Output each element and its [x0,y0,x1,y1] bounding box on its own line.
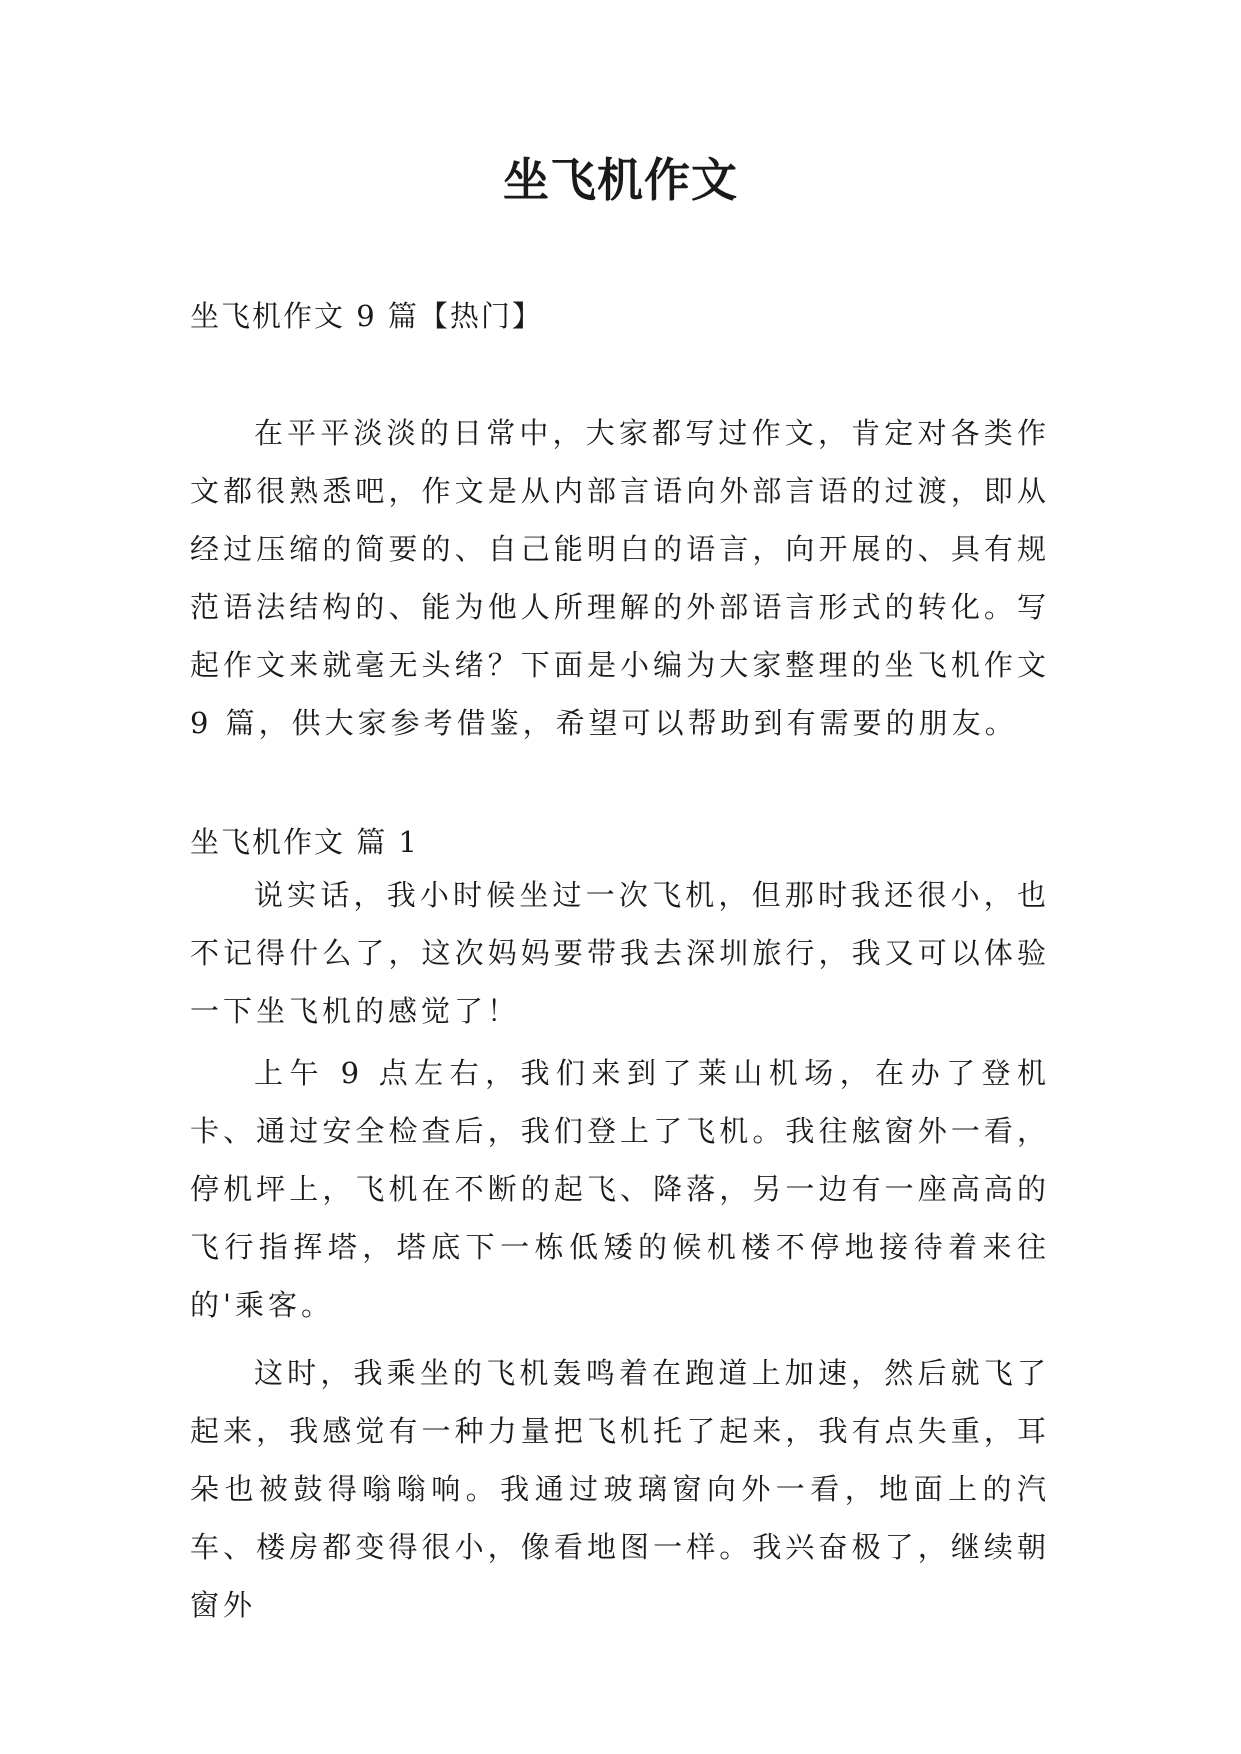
section-heading: 坐飞机作文 篇 1 [190,825,419,859]
essay-paragraph-3: 这时，我乘坐的飞机轰鸣着在跑道上加速，然后就飞了起来，我感觉有一种力量把飞机托了起来，我有点失重，耳朵也被鼓得嗡嗡响。我通过玻璃窗向外一看，地面上的汽车、楼房都变得很小，像看地图一样。我兴奋极了，继续朝窗外 [190,1356,1050,1622]
essay-paragraph-2: 上午 9 点左右，我们来到了莱山机场，在办了登机卡、通过安全检查后，我们登上了飞机。我往舷窗外一看，停机坪上，飞机在不断的起飞、降落，另一边有一座高高的飞行指挥塔，塔底下一栋低矮的候机楼不停地接待着来往的'乘客。 [190,1056,1050,1322]
intro-section [190,404,1050,752]
essay-body [190,866,1050,1638]
essay-paragraph-1: 说实话，我小时候坐过一次飞机，但那时我还很小，也不记得什么了，这次妈妈要带我去深圳旅行，我又可以体验一下坐飞机的感觉了！ [190,878,1050,1028]
intro-paragraph: 在平平淡淡的日常中，大家都写过作文，肯定对各类作文都很熟悉吧，作文是从内部言语向外部言语的过渡，即从经过压缩的简要的、自己能明白的语言，向开展的、具有规范语法结构的、能为他人所理解的外部语言形式的转化。写起作文来就毫无头绪？下面是小编为大家整理的坐飞机作文 9 篇，供大家参考借鉴，希望可以帮助到有需要的朋友。 [190,416,1050,740]
document-title: 坐飞机作文 [503,153,738,207]
document-subtitle: 坐飞机作文 9 篇【热门】 [190,299,543,333]
